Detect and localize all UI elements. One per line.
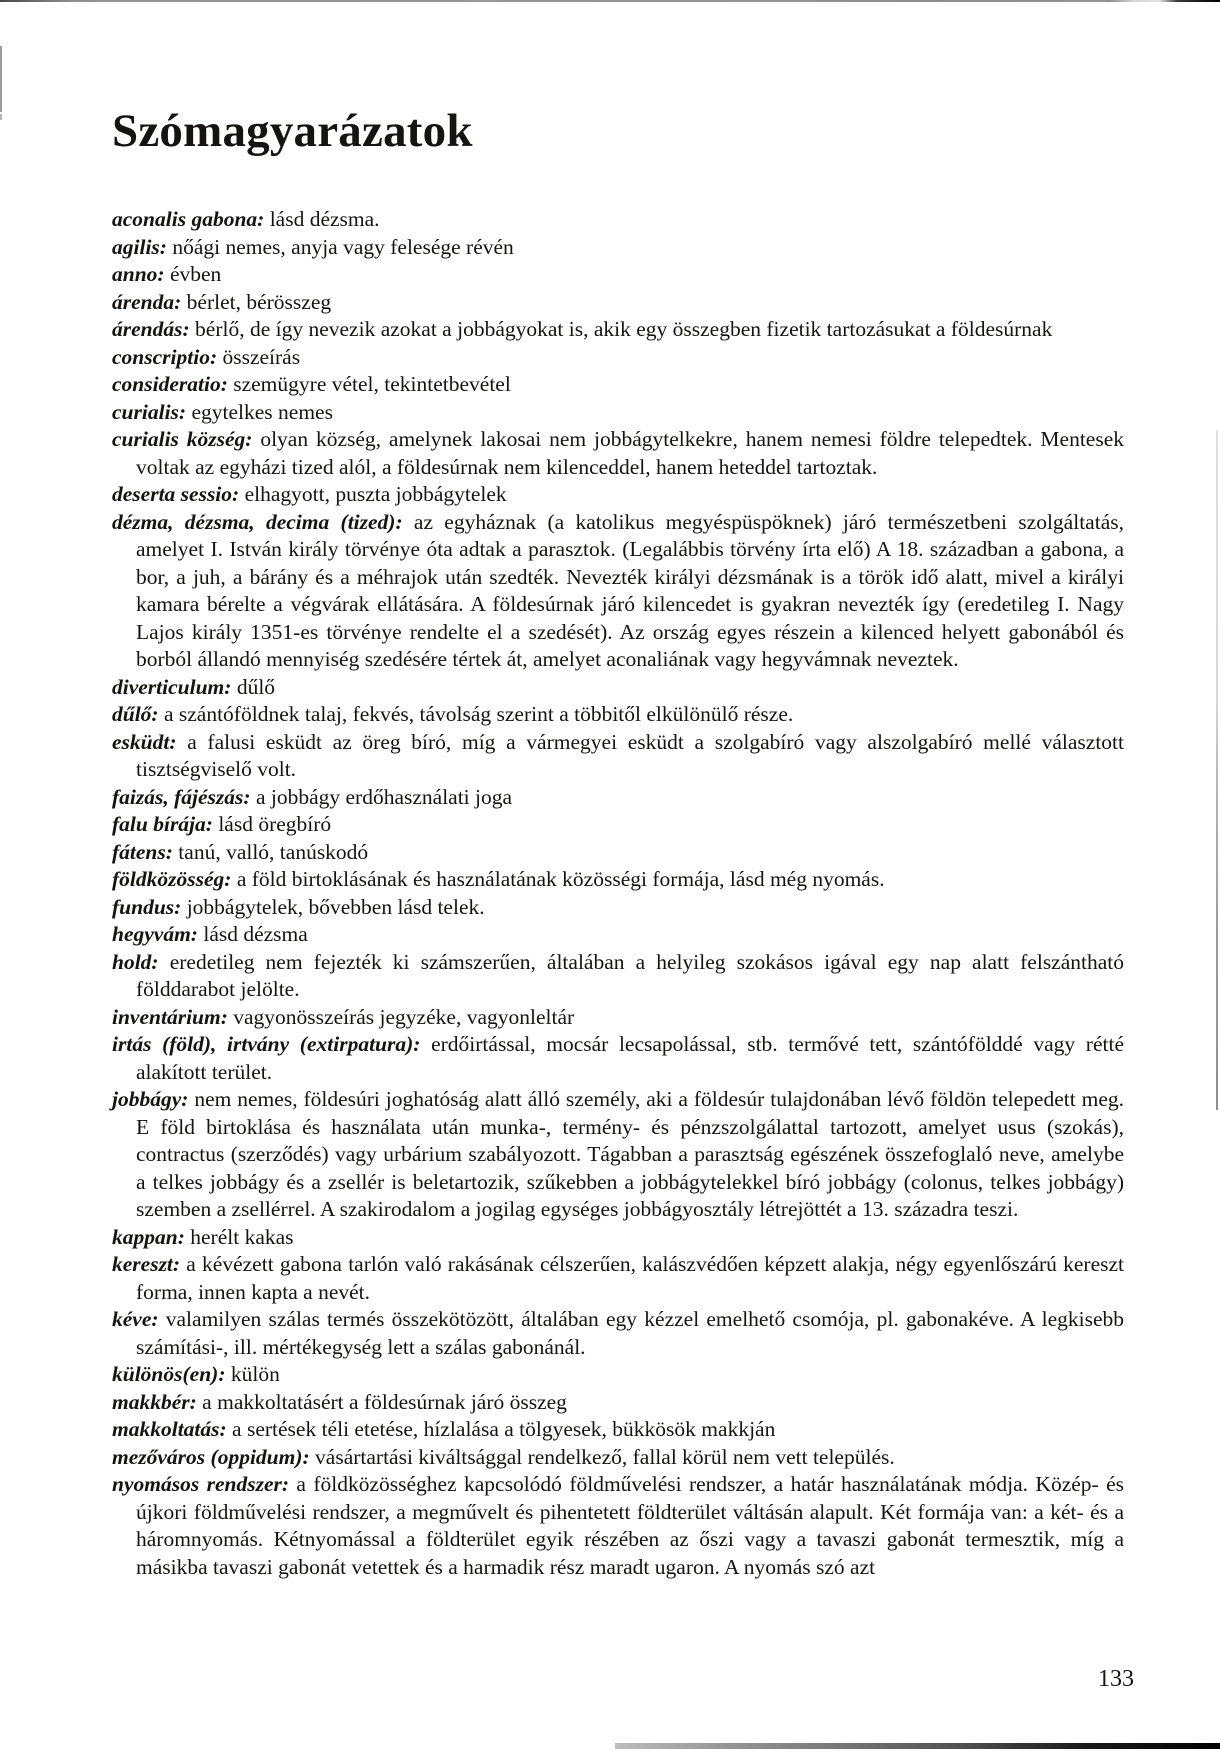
glossary-entry <box>112 1361 1124 1389</box>
entry-term: fundus: <box>112 894 182 919</box>
glossary-entry <box>112 839 1124 867</box>
page-title: Szómagyarázatok <box>112 105 473 157</box>
glossary-entry <box>112 729 1124 784</box>
entry-term: kéve: <box>112 1307 159 1331</box>
glossary-entry <box>112 674 1124 702</box>
glossary-entry <box>112 481 1124 509</box>
glossary-entry <box>112 894 1124 922</box>
entry-term: anno: <box>112 262 165 286</box>
glossary-entry <box>112 1031 1124 1086</box>
glossary-entry <box>112 1251 1124 1306</box>
entry-definition: bérlet, bérösszeg <box>186 289 332 314</box>
entry-definition: évben <box>169 262 222 286</box>
entry-definition: vagyonösszeírás jegyzéke, vagyonleltár <box>233 1004 575 1029</box>
page-content <box>112 0 1124 1581</box>
glossary-entry <box>112 344 1124 372</box>
entry-definition: az egyháznak (a katolikus megyéspüspöknek) járó természetbeni szolgáltatás, amelyet I. István király törvénye óta adtak a parasztok. (Legalábbis törvény írta elő) A 18. században a gabona, a bor, a juh, a bárány és a méhrajok után szedték. Nevezték királyi dézsmának is a török idő alatt, mivel a királyi kamara bérelte a végvárak ellátására. A földesúrnak járó kilencedet is gyakran nevezték így (eredetileg I. Nagy Lajos király 1351-es törvénye rendelte el a szedését). Az ország egyes részein a kilenced helyett gabonából és borból állandó mennyiség szedésére tértek át, amelyet aconaliának vagy hegyvámnak neveztek. <box>136 509 1124 671</box>
glossary-entry <box>112 206 1124 234</box>
entry-definition: a sertések téli etetése, hízlalása a tölgyesek, bükkösök makkján <box>232 1417 776 1441</box>
entry-definition: a makkoltatásért a földesúrnak járó összeg <box>202 1389 567 1414</box>
glossary-entry <box>112 1306 1124 1361</box>
entry-term: jobbágy: <box>112 1087 189 1111</box>
entry-definition: lásd öregbíró <box>218 812 332 836</box>
glossary-entry <box>112 261 1124 289</box>
entry-definition: szemügyre vétel, tekintetbevétel <box>233 372 511 396</box>
glossary-entry <box>112 701 1124 729</box>
entry-definition: olyan község, amelynek lakosai nem jobbágytelkekre, hanem nemesi földre telepedtek. Mentesek voltak az egyházi tized alól, a földesúrnak nem kilenceddel, hanem heteddel tartoztak. <box>136 427 1125 479</box>
glossary-entry <box>112 234 1124 262</box>
entry-definition: jobbágytelek, bővebben lásd telek. <box>186 894 485 919</box>
entry-term: conscriptio: <box>112 344 218 369</box>
glossary-entry <box>112 866 1124 894</box>
entry-term: makkoltatás: <box>112 1417 227 1441</box>
glossary-entry <box>112 949 1124 1004</box>
glossary-entry <box>112 371 1124 399</box>
entry-definition: vásártartási kiváltsággal rendelkező, fallal körül nem vett település. <box>315 1444 895 1469</box>
glossary-entry <box>112 509 1124 674</box>
entry-definition: összeírás <box>222 344 301 369</box>
glossary-entry <box>112 784 1124 812</box>
entry-definition: valamilyen szálas termés összekötözött, általában egy kézzel emelhető csomója, pl. gabonakéve. A legkisebb számítási-, ill. mértékegység lett a szálas gabonánál. <box>136 1307 1124 1359</box>
entry-definition: erdőirtással, mocsár lecsapolással, stb. termővé tett, szántófölddé vagy rétté alakított terület. <box>136 1032 1125 1084</box>
entry-term: hold: <box>112 949 159 974</box>
entry-definition: nem nemes, földesúri joghatóság alatt álló személy, aki a földesúr tulajdonában lévő földön telepedett meg. E föld birtoklása és használata után munka-, termény- és pénzszolgálattal tartozott, amelyet usus (szokás), contractus (szerződés) vagy urbárium szabályozott. Tágabban a parasztság egészének összefoglaló neve, amelybe a telkes jobbágy és a zsellér is beletartozik, szűkebben a jobbágytelekkel bíró jobbágy (colonus, telkes jobbágy) szemben a zsellérrel. A szakirodalom a jogilag egységes jobbágyosztály létrejöttét a 13. századra teszi. <box>136 1087 1124 1221</box>
scan-edge-left-line <box>0 46 2 112</box>
entry-term: hegyvám: <box>112 922 198 946</box>
glossary-entry <box>112 1471 1124 1581</box>
glossary-entry <box>112 811 1124 839</box>
glossary-entry <box>112 1004 1124 1032</box>
scan-edge-right-line <box>1216 430 1218 1110</box>
entry-definition: a földközösséghez kapcsolódó földművelési rendszer, a határ használatának módja. Közép- és újkori földművelési rendszer, a megművelt és pihentetett földterület váltásán alapult. Két formája van: a két- és a háromnyomás. Kétnyomással a földterület egyik részében az őszi vagy a tavaszi gabonát termesztik, míg a másikba tavaszi gabonát vetettek és a harmadik rész maradt ugaron. A nyomás szó azt <box>136 1472 1124 1579</box>
glossary-entry <box>112 426 1124 481</box>
entry-definition: dűlő <box>236 674 276 699</box>
entry-term: falu bírája: <box>112 812 213 836</box>
entry-definition: elhagyott, puszta jobbágytelek <box>244 482 507 506</box>
entry-term: faizás, fájészás: <box>112 784 251 809</box>
glossary-entry <box>112 1416 1124 1444</box>
glossary-entry <box>112 1224 1124 1252</box>
entry-term: árendás: <box>112 317 190 341</box>
entry-term: irtás (föld), irtvány (extirpatura): <box>112 1032 421 1056</box>
glossary-entry <box>112 316 1124 344</box>
entry-term: diverticulum: <box>112 674 232 699</box>
entry-definition: lásd dézsma <box>203 922 308 946</box>
entry-definition: lásd dézsma. <box>269 207 380 231</box>
entry-definition: eredetileg nem fejezték ki számszerűen, általában a helyileg szokásos igával egy nap alatt felszántható földdarabot jelölte. <box>136 949 1125 1001</box>
entry-term: nyomásos rendszer: <box>112 1472 290 1496</box>
entry-term: curialis: <box>112 399 187 424</box>
entry-definition: egytelkes nemes <box>191 399 333 424</box>
glossary-entry <box>112 1444 1124 1472</box>
entry-term: árenda: <box>112 289 182 314</box>
entry-term: esküdt: <box>112 729 177 754</box>
glossary-entry <box>112 399 1124 427</box>
entry-definition: herélt kakas <box>190 1224 294 1249</box>
entry-definition: a jobbágy erdőhasználati joga <box>255 784 513 809</box>
entry-term: deserta sessio: <box>112 482 240 506</box>
entry-term: dűlő: <box>112 702 159 726</box>
scan-edge-bottom-bar <box>615 1743 1220 1749</box>
glossary-entry <box>112 1086 1124 1224</box>
entry-term: földközösség: <box>112 867 232 891</box>
entry-term: fátens: <box>112 839 173 864</box>
entry-term: különös(en): <box>112 1362 226 1386</box>
glossary-list <box>112 206 1124 1581</box>
entry-term: kereszt: <box>112 1252 181 1276</box>
glossary-entry <box>112 289 1124 317</box>
entry-term: makkbér: <box>112 1389 197 1414</box>
entry-term: consideratio: <box>112 372 228 396</box>
entry-term: dézma, dézsma, decima (tized): <box>112 509 403 534</box>
entry-term: inventárium: <box>112 1004 228 1029</box>
entry-term: agilis: <box>112 234 167 259</box>
glossary-entry <box>112 921 1124 949</box>
entry-term: kappan: <box>112 1224 185 1249</box>
entry-definition: bérlő, de így nevezik azokat a jobbágyokat is, akik egy összegben fizetik tartozásukat a földesúrnak <box>195 317 1053 341</box>
entry-definition: a falusi esküdt az öreg bíró, míg a vármegyei esküdt a szolgabíró vagy alszolgabíró mellé választott tisztségviselő volt. <box>136 729 1125 781</box>
entry-definition: a föld birtoklásának és használatának közösségi formája, lásd még nyomás. <box>236 867 885 891</box>
page-number: 133 <box>1098 1666 1134 1692</box>
entry-definition: a szántóföldnek talaj, fekvés, távolság szerint a többitől elkülönülő része. <box>163 702 794 726</box>
entry-definition: a kévézett gabona tarlón való rakásának célszerűen, kalászvédően képzett alakja, négy egyenlőszárú kereszt forma, innen kapta a nevét. <box>136 1252 1124 1304</box>
entry-term: mezőváros (oppidum): <box>112 1444 310 1469</box>
entry-term: curialis község: <box>112 427 253 451</box>
entry-definition: tanú, valló, tanúskodó <box>178 839 369 864</box>
glossary-entry <box>112 1389 1124 1417</box>
entry-term: aconalis gabona: <box>112 207 265 231</box>
entry-definition: külön <box>230 1362 280 1386</box>
entry-definition: nőági nemes, anyja vagy felesége révén <box>172 234 514 259</box>
